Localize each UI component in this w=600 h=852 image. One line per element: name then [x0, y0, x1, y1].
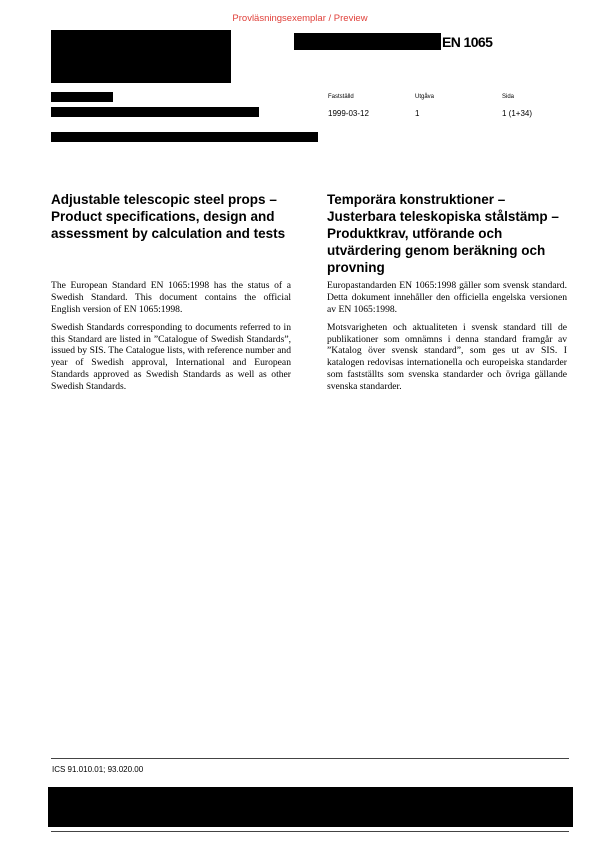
- redacted-logo: [51, 30, 231, 83]
- english-body: [51, 280, 291, 399]
- footer-top-rule: [51, 758, 569, 759]
- swedish-paragraph-2: Motsvarigheten och aktualiteten i svensk standard till de publikationer som omnämns i denna standard framgår av ”Katalog över svensk standard”, som ges ut av SIS. I katalogen redovisas internationella och europeiska standarder som fastställts som svenska standarder och övriga gällande svenska standarder.: [327, 321, 567, 392]
- page-label: Sida: [502, 94, 515, 100]
- swedish-paragraph-1: Europastandarden EN 1065:1998 gäller som svensk standard. Detta dokument innehåller den officiella engelska versionen av EN 1065:1998.: [327, 280, 567, 315]
- redacted-header-bar: [294, 33, 441, 50]
- redacted-line-3: [51, 132, 318, 142]
- english-paragraph-2: Swedish Standards corresponding to documents referred to in this Standard are listed in ”Catalogue of Swedish Standards”, issued by SIS. The Catalogue lists, with reference number and year of Swedish approval, International and European Standards approved as Swedish Standards as well as other Swedish Standards.: [51, 321, 291, 392]
- swedish-title: Temporära konstruktioner – Justerbara teleskopiska stålstämp – Produktkrav, utförande och utvärdering genom beräkning och provning: [327, 192, 559, 275]
- edition-value: 1: [415, 109, 420, 118]
- ics-code: ICS 91.010.01; 93.020.00: [52, 765, 144, 774]
- redacted-footer-block: [48, 787, 573, 827]
- established-label: Fastställd: [328, 94, 354, 100]
- document-number: EN 1065: [442, 34, 493, 50]
- preview-banner: Provläsningsexemplar / Preview: [232, 13, 368, 24]
- redacted-line-1: [51, 92, 113, 102]
- english-paragraph-1: The European Standard EN 1065:1998 has the status of a Swedish Standard. This document contains the official English version of EN 1065:1998.: [51, 280, 291, 315]
- swedish-body: [327, 280, 567, 399]
- page-value: 1 (1+34): [502, 109, 533, 118]
- english-title: Adjustable telescopic steel props – Product specifications, design and assessment by calculation and tests: [51, 192, 286, 241]
- edition-label: Utgåva: [415, 94, 435, 100]
- established-value: 1999-03-12: [328, 109, 369, 118]
- redacted-line-2: [51, 107, 259, 117]
- footer-bottom-rule: [51, 831, 569, 832]
